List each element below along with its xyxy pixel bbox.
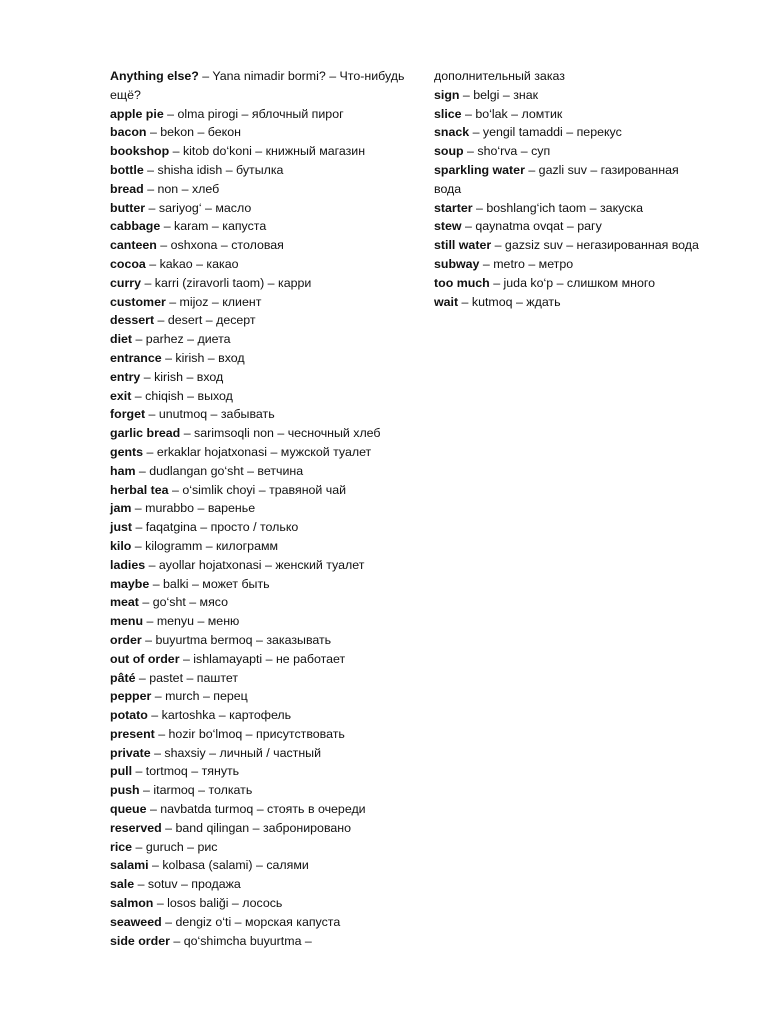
entry-term: sign [434, 87, 460, 102]
glossary-entry [434, 67, 704, 86]
entry-translation: – itarmoq – толкать [139, 783, 253, 798]
entry-translation: – desert – десерт [154, 313, 256, 328]
entry-translation: – boshlang‘ich taom – закуска [472, 200, 643, 215]
entry-translation: – kitob do‘koni – книжный магазин [169, 144, 366, 159]
entry-translation: – hozir bo‘lmoq – присутствовать [154, 726, 345, 741]
entry-term: apple pie [110, 106, 164, 121]
glossary-entry [110, 330, 405, 349]
glossary-entry [434, 217, 704, 236]
glossary-entry [110, 838, 405, 857]
entry-term: meat [110, 595, 139, 610]
entry-term: too much [434, 275, 490, 290]
entry-translation: – band qilingan – забронировано [161, 820, 352, 835]
glossary-entry [434, 236, 704, 255]
entry-translation: – kolbasa (salami) – салями [148, 858, 309, 873]
entry-term: cocoa [110, 256, 146, 271]
entry-translation: – kakao – какао [145, 256, 239, 271]
entry-term: wait [434, 294, 459, 309]
glossary-entry [110, 105, 405, 124]
glossary-entry [110, 67, 405, 105]
glossary-entry [110, 349, 405, 368]
entry-translation: – sho‘rva – суп [463, 144, 551, 159]
entry-term: order [110, 632, 142, 647]
entry-term: present [110, 726, 155, 741]
entry-translation: – karam – капуста [160, 219, 267, 234]
entry-term: butter [110, 200, 146, 215]
glossary-entry [110, 180, 405, 199]
entry-translation: – mijoz – клиент [165, 294, 262, 309]
entry-term: entry [110, 369, 141, 384]
entry-translation: – parhez – диета [132, 332, 231, 347]
entry-term: salmon [110, 896, 154, 911]
glossary-entry [110, 894, 405, 913]
entry-translation: – karri (ziravorli taom) – карри [141, 275, 312, 290]
glossary-entry [110, 236, 405, 255]
glossary-entry [110, 650, 405, 669]
entry-translation: – pastet – паштет [135, 670, 239, 685]
entry-term: ham [110, 463, 136, 478]
glossary-entry [110, 556, 405, 575]
entry-term: maybe [110, 576, 150, 591]
entry-translation: – guruch – рис [132, 839, 218, 854]
entry-translation: – sarimsoqli non – чесночный хлеб [180, 426, 381, 441]
glossary-entry [110, 123, 405, 142]
entry-term: sparkling water [434, 162, 525, 177]
glossary-entry [434, 199, 704, 218]
entry-translation: – belgi – знак [459, 87, 539, 102]
right-column [434, 67, 704, 311]
entry-translation: – qaynatma ovqat – рагу [461, 219, 602, 234]
glossary-entry [110, 199, 405, 218]
glossary-entry [110, 744, 405, 763]
entry-term: queue [110, 802, 147, 817]
entry-term: bread [110, 181, 144, 196]
entry-translation: – o‘simlik choyi – травяной чай [168, 482, 347, 497]
entry-translation: – faqatgina – просто / только [132, 520, 299, 535]
entry-term: reserved [110, 820, 162, 835]
entry-term: stew [434, 219, 462, 234]
glossary-entry [110, 462, 405, 481]
entry-translation: – navbatda turmoq – стоять в очереди [146, 802, 366, 817]
entry-term: starter [434, 200, 473, 215]
entry-term: bookshop [110, 144, 170, 159]
entry-translation: – kilogramm – килограмм [131, 538, 278, 553]
entry-translation: – oshxona – столовая [156, 238, 284, 253]
glossary-entry [110, 913, 405, 932]
glossary-entry [110, 819, 405, 838]
left-column [110, 67, 405, 950]
entry-translation: – bo‘lak – ломтик [461, 106, 563, 121]
entry-term: Anything else? [110, 69, 199, 83]
entry-translation: – tortmoq – тянуть [132, 764, 240, 779]
entry-term: slice [434, 106, 462, 121]
glossary-entry [434, 161, 704, 199]
entry-term: still water [434, 238, 492, 253]
entry-translation: – gazli suv – газированная вода [434, 162, 679, 196]
glossary-entry [434, 123, 704, 142]
entry-term: garlic bread [110, 426, 181, 441]
entry-translation: – menyu – меню [143, 614, 240, 629]
entry-translation: – losos baliği – лосось [153, 896, 283, 911]
entry-term: diet [110, 332, 133, 347]
entry-term: sale [110, 877, 135, 892]
glossary-entry [110, 142, 405, 161]
glossary-entry [110, 612, 405, 631]
glossary-entry [110, 725, 405, 744]
entry-translation: – ishlamayapti – не работает [179, 651, 346, 666]
entry-term: private [110, 745, 151, 760]
glossary-entry [110, 875, 405, 894]
entry-translation: – balki – может быть [149, 576, 270, 591]
entry-term: bottle [110, 162, 144, 177]
entry-term: potato [110, 708, 148, 723]
entry-term: out of order [110, 651, 180, 666]
entry-translation: – kartoshka – картофель [147, 708, 292, 723]
entry-translation: – murch – перец [151, 689, 248, 704]
entry-translation: дополнительный заказ [434, 69, 565, 83]
glossary-entry [110, 424, 405, 443]
glossary-entry [110, 631, 405, 650]
entry-term: pull [110, 764, 133, 779]
glossary-entry [110, 800, 405, 819]
entry-translation: – sotuv – продажа [134, 877, 241, 892]
entry-translation: – kutmoq – ждать [458, 294, 561, 309]
entry-translation: – erkaklar hojatxonasi – мужской туалет [143, 444, 372, 459]
entry-translation: – murabbo – варенье [131, 501, 256, 516]
entry-term: pâté [110, 670, 136, 685]
glossary-entry [110, 311, 405, 330]
entry-term: seaweed [110, 914, 162, 929]
entry-term: curry [110, 275, 141, 290]
glossary-entry [110, 293, 405, 312]
entry-term: forget [110, 407, 146, 422]
entry-translation: – go‘sht – мясо [138, 595, 229, 610]
entry-translation: – dudlangan go‘sht – ветчина [135, 463, 304, 478]
entry-term: exit [110, 388, 132, 403]
glossary-entry [110, 499, 405, 518]
entry-term: kilo [110, 538, 132, 553]
entry-term: entrance [110, 350, 162, 365]
entry-translation: – kirish – вход [161, 350, 245, 365]
entry-term: snack [434, 125, 470, 140]
entry-translation: – sariyog‘ – масло [145, 200, 252, 215]
glossary-entry [110, 161, 405, 180]
entry-translation: – olma pirogi – яблочный пирог [163, 106, 344, 121]
entry-term: just [110, 520, 133, 535]
glossary-entry [110, 518, 405, 537]
entry-term: rice [110, 839, 133, 854]
glossary-entry [110, 781, 405, 800]
glossary-entry [110, 537, 405, 556]
entry-term: canteen [110, 238, 157, 253]
glossary-entry [110, 443, 405, 462]
entry-translation: – shisha idish – бутылка [143, 162, 284, 177]
entry-translation: – qo‘shimcha buyurtma – [169, 933, 312, 948]
glossary-entry [434, 255, 704, 274]
entry-term: herbal tea [110, 482, 169, 497]
entry-term: customer [110, 294, 166, 309]
glossary-entry [110, 669, 405, 688]
glossary-entry [110, 762, 405, 781]
entry-translation: – bekon – бекон [146, 125, 241, 140]
entry-term: bacon [110, 125, 147, 140]
entry-translation: – unutmoq – забывать [145, 407, 275, 422]
entry-translation: – shaxsiy – личный / частный [150, 745, 321, 760]
glossary-entry [110, 575, 405, 594]
glossary-entry [434, 274, 704, 293]
entry-term: subway [434, 256, 480, 271]
glossary-entry [110, 274, 405, 293]
glossary-entry [110, 217, 405, 236]
glossary-entry [110, 481, 405, 500]
entry-term: menu [110, 614, 144, 629]
entry-term: push [110, 783, 140, 798]
glossary-entry [110, 856, 405, 875]
glossary-entry [110, 368, 405, 387]
entry-term: dessert [110, 313, 155, 328]
entry-term: side order [110, 933, 170, 948]
glossary-entry [434, 86, 704, 105]
entry-translation: – buyurtma bermoq – заказывать [141, 632, 332, 647]
glossary-entry [434, 293, 704, 312]
glossary-entry [434, 142, 704, 161]
glossary-entry [110, 706, 405, 725]
entry-translation: – chiqish – выход [131, 388, 233, 403]
entry-term: gents [110, 444, 144, 459]
glossary-entry [110, 387, 405, 406]
entry-translation: – kirish – вход [140, 369, 224, 384]
entry-translation: – Yana nimadir bormi? – Что-нибудь ещё? [110, 69, 405, 102]
entry-term: pepper [110, 689, 152, 704]
glossary-entry [110, 405, 405, 424]
entry-translation: – dengiz o‘ti – морская капуста [161, 914, 341, 929]
entry-term: salami [110, 858, 149, 873]
glossary-entry [110, 932, 405, 951]
glossary-entry [110, 593, 405, 612]
glossary-entry [110, 255, 405, 274]
entry-translation: – non – хлеб [143, 181, 220, 196]
entry-translation: – yengil tamaddi – перекус [469, 125, 622, 140]
glossary-entry [434, 105, 704, 124]
entry-translation: – juda ko‘p – слишком много [489, 275, 656, 290]
entry-term: ladies [110, 557, 146, 572]
entry-term: soup [434, 144, 464, 159]
entry-translation: – metro – метро [479, 256, 574, 271]
glossary-entry [110, 687, 405, 706]
entry-translation: – gazsiz suv – негазированная вода [491, 238, 699, 253]
entry-term: cabbage [110, 219, 161, 234]
entry-translation: – ayollar hojatxonasi – женский туалет [145, 557, 365, 572]
entry-term: jam [110, 501, 132, 516]
